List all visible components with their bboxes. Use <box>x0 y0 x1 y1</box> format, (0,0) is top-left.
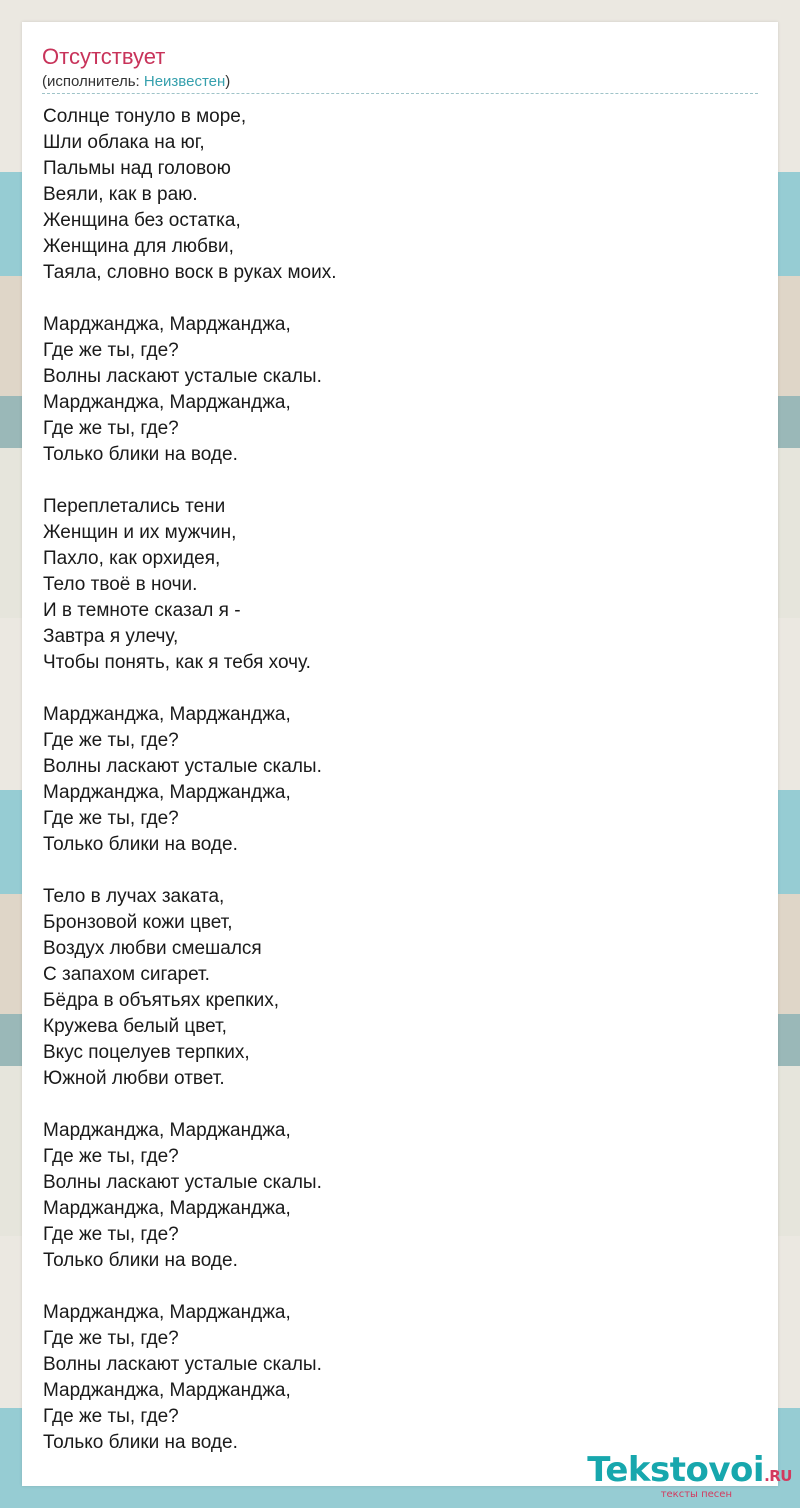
lyric-line: Пахло, как орхидея, <box>43 548 221 569</box>
lyric-line: Марджанджа, Марджанджа, <box>43 1198 291 1219</box>
stanza-break <box>43 468 743 494</box>
lyric-line: Волны ласкают усталые скалы. <box>43 366 322 387</box>
lyric-line: Только блики на воде. <box>43 1250 238 1271</box>
artist-link[interactable]: Неизвестен <box>143 73 226 90</box>
lyric-line: Воздух любви смешался <box>43 938 262 959</box>
lyric-line: Где же ты, где? <box>43 730 179 751</box>
stanza-break <box>43 286 743 312</box>
lyric-line: Чтобы понять, как я тебя хочу. <box>43 652 311 673</box>
lyric-line: Марджанджа, Марджанджа, <box>43 704 291 725</box>
lyric-line: Только блики на воде. <box>43 444 238 465</box>
lyric-line: Пальмы над головою <box>43 158 231 179</box>
lyric-line: Женщина для любви, <box>43 236 234 257</box>
lyric-line: Марджанджа, Марджанджа, <box>43 1302 291 1323</box>
lyric-line: Тело в лучах заката, <box>43 886 225 907</box>
lyric-line: Женщина без остатка, <box>43 210 241 231</box>
lyric-line: Завтра я улечу, <box>43 626 179 647</box>
lyric-line: Где же ты, где? <box>43 808 179 829</box>
artist-byline <box>42 73 230 91</box>
logo-name: Tekstovoi <box>587 1450 765 1490</box>
lyric-line: Где же ты, где? <box>43 1406 179 1427</box>
lyric-line: Волны ласкают усталые скалы. <box>43 756 322 777</box>
lyric-line: Шли облака на юг, <box>43 132 205 153</box>
lyric-line: Только блики на воде. <box>43 834 238 855</box>
lyric-line: Солнце тонуло в море, <box>43 106 247 127</box>
lyric-line: Где же ты, где? <box>43 1328 179 1349</box>
song-title: Отсутствует <box>42 44 166 69</box>
lyrics-card <box>22 22 778 1486</box>
lyric-line: Тело твоё в ночи. <box>43 574 198 595</box>
lyrics-text <box>43 104 743 1456</box>
lyric-line: Женщин и их мужчин, <box>43 522 237 543</box>
lyric-line: Кружева белый цвет, <box>43 1016 227 1037</box>
lyric-line: Где же ты, где? <box>43 1146 179 1167</box>
lyric-line: Марджанджа, Марджанджа, <box>43 314 291 335</box>
lyric-line: С запахом сигарет. <box>43 964 210 985</box>
lyric-line: Марджанджа, Марджанджа, <box>43 1120 291 1141</box>
lyric-line: Где же ты, где? <box>43 1224 179 1245</box>
byline-prefix: (исполнитель: <box>42 73 144 90</box>
lyric-line: Марджанджа, Марджанджа, <box>43 392 291 413</box>
logo-tagline: тексты песен <box>660 1489 732 1500</box>
lyric-line: Марджанджа, Марджанджа, <box>43 1380 291 1401</box>
lyric-line: Волны ласкают усталые скалы. <box>43 1354 322 1375</box>
lyric-line: Волны ласкают усталые скалы. <box>43 1172 322 1193</box>
lyric-line: Переплетались тени <box>43 496 226 517</box>
lyric-line: Веяли, как в раю. <box>43 184 198 205</box>
logo-tld: .RU <box>764 1467 792 1485</box>
lyric-line: Таяла, словно воск в руках моих. <box>43 262 337 283</box>
lyric-line: Где же ты, где? <box>43 340 179 361</box>
byline-suffix: ) <box>225 73 231 90</box>
title-divider <box>42 93 758 94</box>
lyric-line: Марджанджа, Марджанджа, <box>43 782 291 803</box>
lyric-line: Где же ты, где? <box>43 418 179 439</box>
lyric-line: Бронзовой кожи цвет, <box>43 912 233 933</box>
lyric-line: Бёдра в объятьях крепких, <box>43 990 279 1011</box>
lyric-line: И в темноте сказал я - <box>43 600 241 621</box>
stanza-break <box>43 858 743 884</box>
lyric-line: Южной любви ответ. <box>43 1068 225 1089</box>
stanza-break <box>43 1274 743 1300</box>
logo-wordmark <box>587 1452 792 1494</box>
stanza-break <box>43 676 743 702</box>
lyric-line: Вкус поцелуев терпких, <box>43 1042 250 1063</box>
stanza-break <box>43 1092 743 1118</box>
site-logo[interactable] <box>587 1452 792 1500</box>
lyric-line: Только блики на воде. <box>43 1432 238 1453</box>
